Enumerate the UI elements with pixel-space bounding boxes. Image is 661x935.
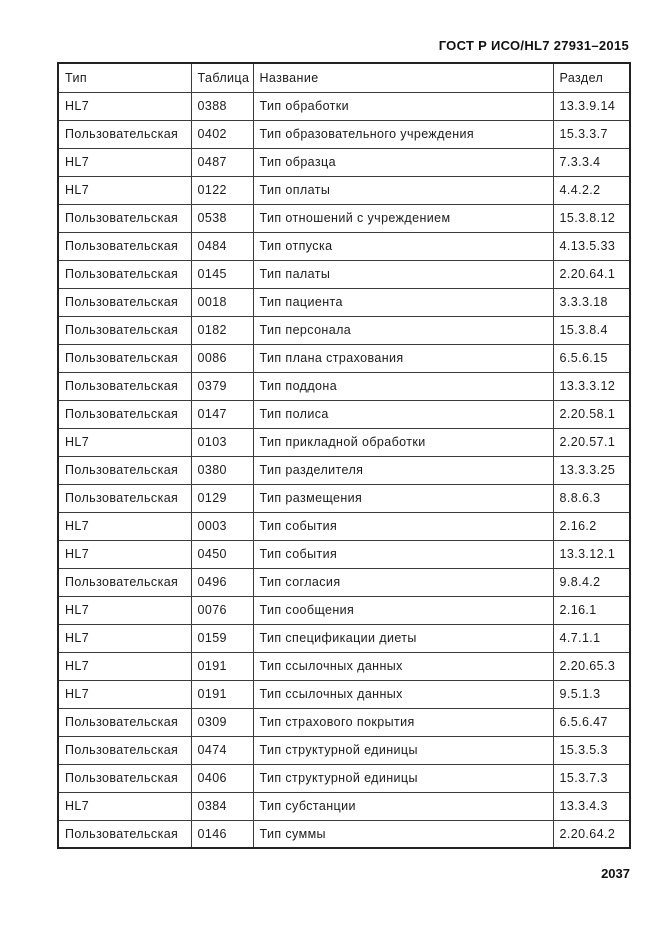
- table-row: [58, 456, 630, 484]
- cell-name: Тип сообщения: [253, 596, 553, 624]
- cell-name: Тип размещения: [253, 484, 553, 512]
- cell-table: 0379: [191, 372, 253, 400]
- cell-name: Тип согласия: [253, 568, 553, 596]
- cell-section: 15.3.3.7: [553, 120, 630, 148]
- cell-section: 9.5.1.3: [553, 680, 630, 708]
- cell-section: 9.8.4.2: [553, 568, 630, 596]
- cell-name: Тип прикладной обработки: [253, 428, 553, 456]
- cell-table: 0191: [191, 680, 253, 708]
- cell-type: HL7: [58, 680, 191, 708]
- cell-type: HL7: [58, 652, 191, 680]
- cell-name: Тип спецификации диеты: [253, 624, 553, 652]
- table-row: [58, 176, 630, 204]
- cell-table: 0388: [191, 92, 253, 120]
- cell-table: 0018: [191, 288, 253, 316]
- cell-type: Пользовательская: [58, 288, 191, 316]
- cell-name: Тип пациента: [253, 288, 553, 316]
- cell-table: 0122: [191, 176, 253, 204]
- cell-section: 7.3.3.4: [553, 148, 630, 176]
- cell-name: Тип образовательного учреждения: [253, 120, 553, 148]
- cell-section: 4.4.2.2: [553, 176, 630, 204]
- document-title: ГОСТ Р ИСО/HL7 27931–2015: [438, 38, 629, 53]
- cell-type: HL7: [58, 624, 191, 652]
- cell-type: Пользовательская: [58, 372, 191, 400]
- cell-table: 0309: [191, 708, 253, 736]
- cell-section: 2.20.64.2: [553, 820, 630, 848]
- cell-table: 0103: [191, 428, 253, 456]
- cell-section: 2.20.57.1: [553, 428, 630, 456]
- cell-type: HL7: [58, 92, 191, 120]
- cell-type: Пользовательская: [58, 400, 191, 428]
- cell-table: 0182: [191, 316, 253, 344]
- cell-type: HL7: [58, 792, 191, 820]
- cell-table: 0402: [191, 120, 253, 148]
- cell-name: Тип суммы: [253, 820, 553, 848]
- cell-type: Пользовательская: [58, 120, 191, 148]
- cell-type: Пользовательская: [58, 260, 191, 288]
- cell-section: 2.16.2: [553, 512, 630, 540]
- cell-name: Тип события: [253, 512, 553, 540]
- cell-table: 0380: [191, 456, 253, 484]
- cell-table: 0484: [191, 232, 253, 260]
- table-body: [58, 92, 630, 848]
- cell-section: 6.5.6.47: [553, 708, 630, 736]
- table-row: [58, 92, 630, 120]
- table-row: [58, 372, 630, 400]
- cell-type: Пользовательская: [58, 820, 191, 848]
- cell-name: Тип структурной единицы: [253, 764, 553, 792]
- cell-type: HL7: [58, 540, 191, 568]
- cell-name: Тип субстанции: [253, 792, 553, 820]
- table-row: [58, 680, 630, 708]
- cell-table: 0538: [191, 204, 253, 232]
- table-row: [58, 344, 630, 372]
- cell-type: Пользовательская: [58, 316, 191, 344]
- cell-type: Пользовательская: [58, 736, 191, 764]
- cell-section: 15.3.8.4: [553, 316, 630, 344]
- table-row: [58, 428, 630, 456]
- cell-section: 15.3.7.3: [553, 764, 630, 792]
- table-row: [58, 204, 630, 232]
- cell-table: 0086: [191, 344, 253, 372]
- cell-name: Тип отношений с учреждением: [253, 204, 553, 232]
- cell-name: Тип персонала: [253, 316, 553, 344]
- cell-section: 15.3.8.12: [553, 204, 630, 232]
- cell-section: 4.7.1.1: [553, 624, 630, 652]
- cell-section: 2.16.1: [553, 596, 630, 624]
- cell-name: Тип отпуска: [253, 232, 553, 260]
- cell-section: 13.3.3.25: [553, 456, 630, 484]
- cell-type: Пользовательская: [58, 708, 191, 736]
- cell-section: 6.5.6.15: [553, 344, 630, 372]
- page-number: 2037: [601, 866, 630, 881]
- column-header-type: Тип: [58, 63, 191, 92]
- cell-table: 0003: [191, 512, 253, 540]
- cell-table: 0076: [191, 596, 253, 624]
- cell-name: Тип события: [253, 540, 553, 568]
- table-row: [58, 260, 630, 288]
- cell-type: Пользовательская: [58, 568, 191, 596]
- table-row: [58, 736, 630, 764]
- cell-table: 0474: [191, 736, 253, 764]
- cell-name: Тип ссылочных данных: [253, 680, 553, 708]
- cell-section: 8.8.6.3: [553, 484, 630, 512]
- cell-table: 0406: [191, 764, 253, 792]
- cell-section: 13.3.4.3: [553, 792, 630, 820]
- table-row: [58, 400, 630, 428]
- cell-type: Пользовательская: [58, 204, 191, 232]
- table-row: [58, 624, 630, 652]
- table-row: [58, 568, 630, 596]
- table-row: [58, 484, 630, 512]
- cell-type: Пользовательская: [58, 764, 191, 792]
- cell-name: Тип структурной единицы: [253, 736, 553, 764]
- cell-table: 0487: [191, 148, 253, 176]
- cell-section: 13.3.3.12: [553, 372, 630, 400]
- cell-type: Пользовательская: [58, 232, 191, 260]
- cell-section: 13.3.9.14: [553, 92, 630, 120]
- column-header-name: Название: [253, 63, 553, 92]
- cell-table: 0191: [191, 652, 253, 680]
- cell-type: HL7: [58, 148, 191, 176]
- cell-table: 0450: [191, 540, 253, 568]
- table-row: [58, 764, 630, 792]
- table-row: [58, 512, 630, 540]
- table-header: [58, 63, 630, 92]
- cell-section: 2.20.65.3: [553, 652, 630, 680]
- cell-name: Тип плана страхования: [253, 344, 553, 372]
- cell-type: Пользовательская: [58, 456, 191, 484]
- cell-table: 0384: [191, 792, 253, 820]
- cell-type: Пользовательская: [58, 344, 191, 372]
- cell-table: 0145: [191, 260, 253, 288]
- table-row: [58, 540, 630, 568]
- cell-table: 0146: [191, 820, 253, 848]
- table-row: [58, 792, 630, 820]
- table-row: [58, 316, 630, 344]
- cell-section: 2.20.58.1: [553, 400, 630, 428]
- cell-name: Тип разделителя: [253, 456, 553, 484]
- cell-name: Тип палаты: [253, 260, 553, 288]
- cell-name: Тип страхового покрытия: [253, 708, 553, 736]
- table-row: [58, 148, 630, 176]
- cell-name: Тип поддона: [253, 372, 553, 400]
- cell-name: Тип полиса: [253, 400, 553, 428]
- cell-section: 15.3.5.3: [553, 736, 630, 764]
- cell-section: 3.3.3.18: [553, 288, 630, 316]
- table-row: [58, 708, 630, 736]
- column-header-section: Раздел: [553, 63, 630, 92]
- cell-section: 13.3.12.1: [553, 540, 630, 568]
- cell-name: Тип образца: [253, 148, 553, 176]
- cell-name: Тип оплаты: [253, 176, 553, 204]
- cell-type: HL7: [58, 176, 191, 204]
- cell-section: 2.20.64.1: [553, 260, 630, 288]
- column-header-table: Таблица: [191, 63, 253, 92]
- table-row: [58, 652, 630, 680]
- table-row: [58, 820, 630, 848]
- table-row: [58, 232, 630, 260]
- cell-table: 0159: [191, 624, 253, 652]
- table-row: [58, 596, 630, 624]
- cell-name: Тип обработки: [253, 92, 553, 120]
- cell-table: 0496: [191, 568, 253, 596]
- cell-table: 0147: [191, 400, 253, 428]
- table-row: [58, 288, 630, 316]
- table-row: [58, 120, 630, 148]
- cell-type: Пользовательская: [58, 484, 191, 512]
- codes-table: [57, 62, 631, 849]
- cell-type: HL7: [58, 428, 191, 456]
- cell-name: Тип ссылочных данных: [253, 652, 553, 680]
- cell-table: 0129: [191, 484, 253, 512]
- cell-type: HL7: [58, 512, 191, 540]
- table-header-row: [58, 63, 630, 92]
- cell-section: 4.13.5.33: [553, 232, 630, 260]
- cell-type: HL7: [58, 596, 191, 624]
